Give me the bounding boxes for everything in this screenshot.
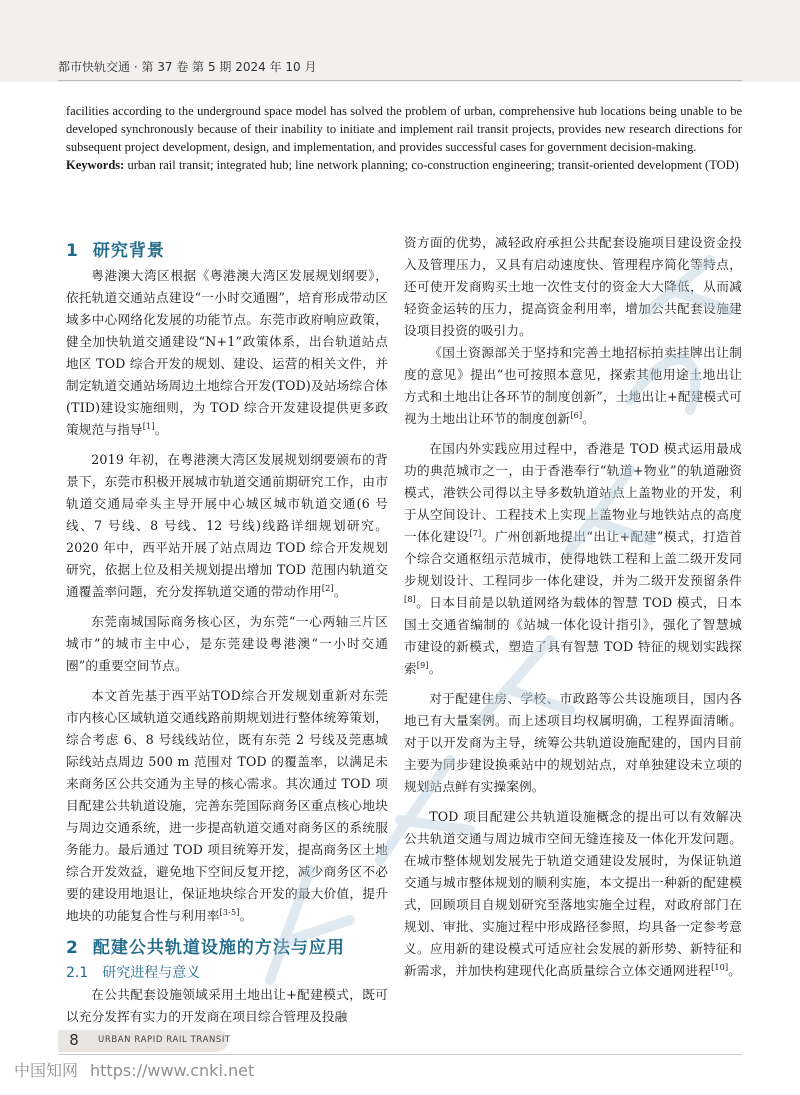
citation: [10] bbox=[711, 962, 729, 972]
paragraph: TOD 项目配建公共轨道设施概念的提出可以有效解决公共轨道交通与周边城市空间无缝连接及一体化开发问题。在城市整体规划发展先于轨道交通建设发展时，为保证轨道交通与城市整体规划的顺利实施，本文提出一种新的配建模式，回顾项目自规划研究至落地实施全过程，对政府部门在规划、审批、实施过程中形成路径参照，均具备一定参考意义。应用新的建设模式可适应社会发展的新形势、新特征和新需求，并加快构建现代化高质量综合立体交通网进程[10]。 bbox=[404, 809, 742, 978]
section-number: 1 bbox=[66, 241, 79, 261]
journal-english-name: URBAN RAPID RAIL TRANSIT bbox=[98, 1035, 231, 1045]
paragraph: 在国内外实践应用过程中，香港是 TOD 模式运用最成功的典范城市之一，由于香港奉行“轨道+物业”的轨道融资模式，港铁公司得以主导多数轨道站点上盖物业的开发，利于从空间设计、工程技术上实现上盖物业与地铁站点的高度一体化建设[7]。广州创新地提出“出让+配建”模式，打造首个综合交通枢纽示范城市，使得地铁工程和上盖二级开发同步规划设计、工程同步一体化建设，并为二级开发预留条件[8]。日本目前是以轨道网络为载体的智慧 TOD 模式，日本国土交通省编制的《站城一体化设计指引》，强化了智慧城市建设的新模式，塑造了具有智慧 TOD 特征的规划实践探索[9]。 bbox=[404, 441, 743, 676]
subsection-heading bbox=[66, 962, 388, 982]
paragraph: 2019 年初，在粤港澳大湾区发展规划纲要颁布的背景下，东莞市积极开展城市轨道交通前期研究工作，由市轨道交通局牵头主导开展中心城区城市轨道交通(6 号线、7 号线、8 号线、12 号线)线路详细规划研究。2020 年中，西平站开展了站点周边 TOD 综合开发规划研究，依据上位及相关规划提出增加 TOD 范围内轨道交通覆盖率问题，充分发挥轨道交通的带动作用[2]。 bbox=[66, 452, 388, 599]
keywords-line bbox=[66, 156, 742, 174]
section-title: 研究背景 bbox=[92, 241, 165, 261]
section-heading-2 bbox=[66, 933, 388, 958]
citation: [6] bbox=[570, 410, 583, 420]
cnki-url[interactable]: https://www.cnki.net bbox=[90, 1061, 255, 1080]
footer-divider bbox=[58, 1054, 742, 1055]
citation: [3-5] bbox=[219, 907, 240, 917]
citation: [7] bbox=[469, 528, 482, 538]
abstract-text: facilities according to the underground space model has solved the problem of urban, comprehensive hub locations being unable to be developed synchronously because of their inability to initiate and implement rail transit projects, provides new research directions for subsequent project development, design, and implementation, and provides successful cases for government decision-making. bbox=[66, 104, 742, 154]
paragraph: 东莞南城国际商务核心区，为东莞“一心两轴三片区城市”的城市主中心，是东莞建设粤港澳“一小时交通圈”的重要空间节点。 bbox=[66, 614, 388, 673]
section-number: 2 bbox=[66, 938, 79, 958]
subsection-title: 研究进程与意义 bbox=[102, 965, 201, 981]
paragraph: 对于配建住房、学校、市政路等公共设施项目，国内各地已有大量案例。而上述项目均权属明确，工程界面清晰。对于以开发商为主导，统筹公共轨道设施配建的，国内目前主要为同步建设换乘站中的规划站点，对单独建设未立项的规划站点鲜有实操案例。 bbox=[404, 691, 742, 794]
cnki-name: 中国知网 bbox=[14, 1061, 79, 1080]
cnki-watermark bbox=[14, 1058, 254, 1081]
citation: [9] bbox=[416, 660, 429, 670]
citation: [2] bbox=[321, 583, 334, 593]
abstract-block bbox=[66, 102, 742, 174]
journal-issue-line: 都市快轨交通 · 第 37 卷 第 5 期 2024 年 10 月 bbox=[58, 60, 317, 74]
paragraph: 本文首先基于西平站TOD综合开发规划重新对东莞市内核心区域轨道交通线路前期规划进行整体统筹策划，综合考虑 6、8 号线线站位，既有东莞 2 号线及莞惠城际线站点周边 500 m 范围对 TOD 的覆盖率，以满足未来商务区公共交通为主导的核心需求。其次通过 TOD 项目配建公共轨道设施，完善东莞国际商务区重点核心地块与周边交通系统，进一步提高轨道交通对商务区的系统服务能力。最后通过 TOD 项目统筹开发，提高商务区土地综合开发效益，避免地下空间反复开挖，减少商务区不必要的建设用地退让，保证地块综合开发的最大价值，提升地块的功能复合性与利用率[3-5]。 bbox=[66, 688, 388, 923]
right-column bbox=[404, 232, 742, 982]
page-number: 8 bbox=[69, 1031, 79, 1049]
keywords-label: Keywords: bbox=[66, 158, 125, 172]
paragraph: 资方面的优势，减轻政府承担公共配套设施项目建设资金投入及管理压力，又具有启动速度快、管理程序简化等特点，还可使开发商购买土地一次性支付的资金大大降低，从而减轻资金运转的压力，提高资金利用率，增加公共配套设施建设项目投资的吸引力。 bbox=[404, 235, 742, 338]
paragraph: 粤港澳大湾区根据《粤港澳大湾区发展规划纲要》，依托轨道交通站点建设“一小时交通圈”，培育形成带动区域多中心网络化发展的功能节点。东莞市政府响应政策，健全加快轨道交通建设“N+1”政策体系，出台轨道站点地区 TOD 综合开发的规划、建设、运营的相关文件，并制定轨道交通站场周边土地综合开发(TOD)及站场综合体(TID)建设实施细则，为 TOD 综合开发建设提供更多政策规范与指导[1]。 bbox=[66, 268, 388, 437]
left-column bbox=[66, 232, 388, 1028]
section-title: 配建公共轨道设施的方法与应用 bbox=[92, 938, 345, 958]
section-heading-1 bbox=[66, 236, 388, 261]
citation: [8] bbox=[404, 594, 416, 604]
keywords-text: urban rail transit; integrated hub; line network planning; co-construction engineering; transit-oriented development (TOD) bbox=[124, 158, 739, 172]
paragraph: 在公共配套设施领域采用土地出让+配建模式，既可以充分发挥有实力的开发商在项目综合管理及投融 bbox=[66, 987, 388, 1024]
citation: [1] bbox=[142, 421, 155, 431]
paragraph: 《国土资源部关于坚持和完善土地招标拍卖挂牌出让制度的意见》提出“也可按照本意见，探索其他用途土地出让方式和土地出让各环节的制度创新”，土地出让+配建模式可视为土地出让环节的制度创新[6]。 bbox=[404, 345, 742, 426]
subsection-number: 2.1 bbox=[66, 965, 89, 981]
header-divider bbox=[58, 80, 742, 81]
